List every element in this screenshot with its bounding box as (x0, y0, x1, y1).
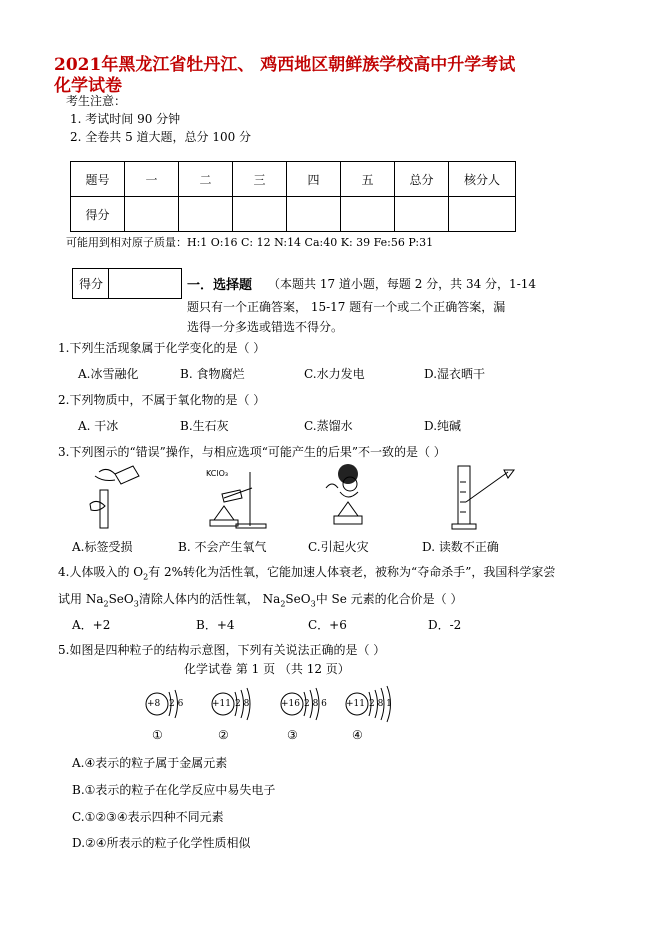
q5-option-a[interactable]: A.④表示的粒子属于金属元素 (72, 756, 228, 770)
atom-2-nucleus: +11 (212, 699, 231, 709)
section-score-box (72, 268, 182, 299)
q1-option-d[interactable]: D.湿衣晒干 (424, 367, 486, 381)
score-row-label: 得分 (71, 197, 125, 232)
q1-option-b[interactable]: B. 食物腐烂 (180, 367, 245, 381)
section-score-divider (108, 269, 109, 298)
score-cell[interactable] (341, 197, 395, 232)
q1-stem: 1.下列生活现象属于化学变化的是（ ） (58, 341, 266, 355)
score-header-cell: 题号 (71, 162, 125, 197)
score-cell[interactable] (233, 197, 287, 232)
score-header-cell: 四 (287, 162, 341, 197)
atom-4-shells: 2 8 1 (369, 699, 392, 709)
q5-stem: 5.如图是四种粒子的结构示意图，下列有关说法正确的是（ ） (58, 643, 386, 657)
atom-3-label: ③ (287, 728, 298, 742)
score-header-cell: 二 (179, 162, 233, 197)
atom-1-label: ① (152, 728, 163, 742)
atom-1-nucleus: +8 (147, 699, 161, 709)
section-desc-2: 题只有一个正确答案， 15-17 题有一个或二个正确答案，漏 (187, 300, 506, 314)
atom-structure-diagrams (135, 680, 415, 740)
q3-figure-c (318, 458, 378, 532)
q5-option-d[interactable]: D.②④所表示的粒子化学性质相似 (72, 836, 251, 850)
section-heading: 一．选择题 (187, 278, 253, 293)
q4-option-c[interactable]: C．+6 (308, 618, 347, 632)
q2-option-a[interactable]: A. 干冰 (78, 419, 119, 433)
notice-item-1: 1. 考试时间 90 分钟 (70, 112, 181, 126)
atom-4-label: ④ (352, 728, 363, 742)
score-header-cell: 总分 (395, 162, 449, 197)
q2-option-d[interactable]: D.纯碱 (424, 419, 462, 433)
q4-option-a[interactable]: A．+2 (72, 618, 111, 632)
q3-stem: 3.下列图示的“错误”操作，与相应选项“可能产生的后果”不一致的是（ ） (58, 445, 446, 459)
score-cell[interactable] (395, 197, 449, 232)
q2-stem: 2.下列物质中，不属于氧化物的是（ ） (58, 393, 266, 407)
q3-figure-a (85, 462, 145, 532)
exam-title-line1: 2021年黑龙江省牡丹江、 鸡西地区朝鲜族学校高中升学考试 (54, 55, 516, 75)
score-cell[interactable] (449, 197, 516, 232)
score-cell[interactable] (125, 197, 179, 232)
page-footer: 化学试卷 第 1 页 （共 12 页） (184, 662, 350, 676)
atom-3-shells: 2 8 6 (304, 699, 327, 709)
q3-option-b[interactable]: B. 不会产生氧气 (178, 540, 267, 554)
section-score-label: 得分 (79, 277, 104, 291)
score-header-cell: 五 (341, 162, 395, 197)
q3-option-a[interactable]: A.标签受损 (72, 540, 133, 554)
q4-stem-line2: 试用 $Na_2SeO_3$清除人体内的活性氧， $Na_2SeO_3$中 Se 元素的化合价是（ ） (58, 592, 463, 609)
notice-item-2: 2. 全卷共 5 道大题，总分 100 分 (70, 130, 252, 144)
q2-option-b[interactable]: B.生石灰 (180, 419, 229, 433)
q5-option-c[interactable]: C.①②③④表示四种不同元素 (72, 810, 224, 824)
atomic-masses: 可能用到相对原子质量：H:1 O:16 C: 12 N:14 Ca:40 K: 39 Fe:56 P:31 (66, 236, 434, 249)
atom-2-shells: 2 8 (235, 699, 250, 709)
score-cell[interactable] (287, 197, 341, 232)
q4-option-b[interactable]: B．+4 (196, 618, 235, 632)
q3-figure-d (448, 462, 518, 532)
q1-option-c[interactable]: C.水力发电 (304, 367, 365, 381)
atom-2-label: ② (218, 728, 229, 742)
atom-1-shells: 2 6 (169, 699, 184, 709)
section-desc-3: 选得一分多选或错选不得分。 (187, 320, 344, 334)
atom-3-nucleus: +16 (281, 699, 300, 709)
score-header-cell: 一 (125, 162, 179, 197)
q3-option-d[interactable]: D. 读数不正确 (422, 540, 499, 554)
q1-option-a[interactable]: A.冰雪融化 (78, 367, 139, 381)
q2-option-c[interactable]: C.蒸馏水 (304, 419, 353, 433)
score-cell[interactable] (179, 197, 233, 232)
exam-title-line2: 化学试卷 (54, 76, 122, 96)
q5-option-b[interactable]: B.①表示的粒子在化学反应中易失电子 (72, 783, 276, 797)
score-header-cell: 核分人 (449, 162, 516, 197)
atom-4-nucleus: +11 (346, 699, 365, 709)
q3-kclo3-label: KClO₃ (206, 469, 229, 478)
score-header-cell: 三 (233, 162, 287, 197)
score-table (70, 161, 516, 232)
q4-stem-line1: 4.人体吸入的 $O_2$有 2%转化为活性氧，它能加速人体衰老，被称为“夺命杀手”，我国科学家尝 (58, 565, 556, 582)
section-desc-1: （本题共 17 道小题，每题 2 分，共 34 分，1-14 (268, 277, 537, 291)
q3-option-c[interactable]: C.引起火灾 (308, 540, 369, 554)
q4-option-d[interactable]: D．-2 (428, 618, 462, 632)
notice-heading: 考生注意： (66, 94, 127, 108)
